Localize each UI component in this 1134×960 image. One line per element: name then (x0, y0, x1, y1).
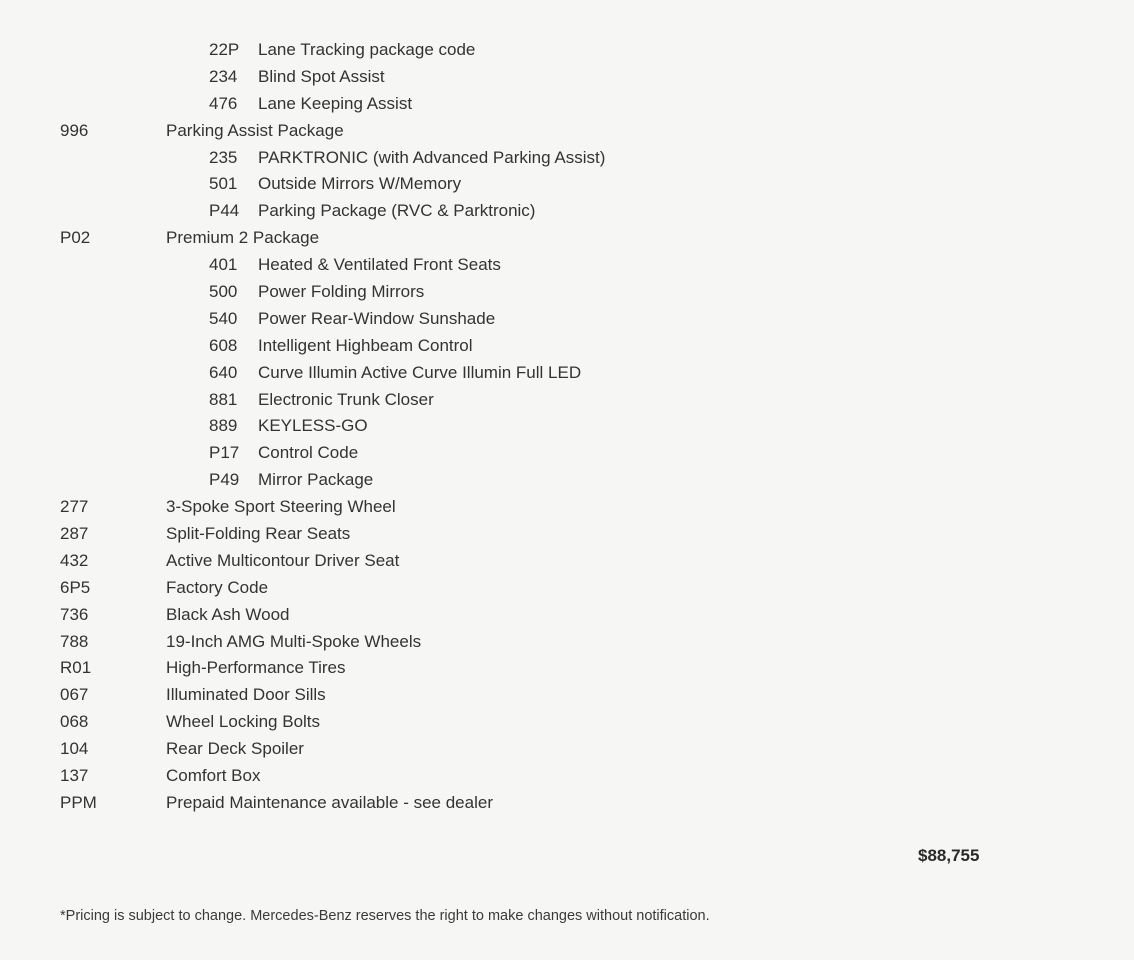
option-description: Rear Deck Spoiler (166, 739, 304, 759)
option-description: Parking Assist Package (166, 120, 344, 140)
option-description: Factory Code (166, 577, 269, 597)
option-code: 476 (209, 93, 238, 113)
option-code: P02 (60, 228, 91, 248)
option-code: 287 (60, 524, 89, 544)
option-row (0, 655, 1134, 682)
option-code: P17 (209, 443, 240, 463)
option-description: Mirror Package (258, 470, 374, 490)
option-code: PPM (60, 792, 97, 812)
option-description: Intelligent Highbeam Control (258, 335, 473, 355)
option-row (0, 709, 1134, 736)
package-sub-option-row (0, 171, 1134, 198)
option-row (0, 548, 1134, 575)
option-code: 996 (60, 120, 89, 140)
option-code: 067 (60, 685, 89, 705)
option-description: Blind Spot Assist (258, 66, 385, 86)
option-description: Electronic Trunk Closer (258, 389, 434, 409)
option-description: Prepaid Maintenance available - see dealer (166, 792, 493, 812)
option-description: Power Folding Mirrors (258, 282, 425, 302)
option-row (0, 790, 1134, 817)
option-description: High-Performance Tires (166, 658, 346, 678)
option-code: 501 (209, 174, 238, 194)
package-sub-option-row (0, 198, 1134, 225)
package-sub-option-row (0, 145, 1134, 172)
total-price: $88,755 (918, 846, 980, 865)
package-sub-option-row (0, 440, 1134, 467)
option-description: PARKTRONIC (with Advanced Parking Assist) (258, 147, 606, 167)
option-description: Black Ash Wood (166, 604, 290, 624)
option-description: KEYLESS-GO (258, 416, 368, 436)
option-description: Lane Tracking package code (258, 40, 476, 59)
option-code: 137 (60, 766, 89, 786)
option-code: 104 (60, 739, 89, 759)
option-description: Power Rear-Window Sunshade (258, 308, 496, 328)
option-row (0, 736, 1134, 763)
option-description: Heated & Ventilated Front Seats (258, 255, 501, 275)
option-description: 3-Spoke Sport Steering Wheel (166, 497, 396, 517)
option-description: Control Code (258, 443, 359, 463)
package-sub-option-row (0, 387, 1134, 414)
option-code: 235 (209, 147, 238, 167)
option-code: 788 (60, 631, 89, 651)
option-code-list (0, 37, 1134, 817)
option-code: R01 (60, 658, 92, 678)
option-description: Outside Mirrors W/Memory (258, 174, 462, 194)
option-code: P49 (209, 470, 240, 490)
package-sub-option-row (0, 91, 1134, 118)
package-sub-option-row (0, 37, 1134, 64)
option-code: 608 (209, 335, 238, 355)
pricing-disclaimer: *Pricing is subject to change. Mercedes-Benz reserves the right to make changes without notification. (60, 908, 710, 924)
package-sub-option-row (0, 306, 1134, 333)
option-code: 6P5 (60, 577, 91, 597)
option-code: 540 (209, 308, 238, 328)
option-code: 640 (209, 362, 238, 382)
option-description: Lane Keeping Assist (258, 93, 413, 113)
option-description: Wheel Locking Bolts (166, 712, 321, 732)
option-description: Active Multicontour Driver Seat (166, 550, 400, 570)
option-description: Illuminated Door Sills (166, 685, 326, 705)
option-code: 881 (209, 389, 238, 409)
option-code: 432 (60, 550, 89, 570)
option-code: 889 (209, 416, 238, 436)
option-row (0, 494, 1134, 521)
option-row (0, 629, 1134, 656)
option-description: Split-Folding Rear Seats (166, 524, 351, 544)
option-description: Curve Illumin Active Curve Illumin Full LED (258, 362, 582, 382)
package-sub-option-row (0, 333, 1134, 360)
option-code: P44 (209, 201, 240, 221)
option-code: 234 (209, 66, 238, 86)
option-code: 22P (209, 40, 240, 59)
option-code: 277 (60, 497, 89, 517)
package-sub-option-row (0, 252, 1134, 279)
option-row (0, 225, 1134, 252)
option-description: Comfort Box (166, 766, 261, 786)
option-description: 19-Inch AMG Multi-Spoke Wheels (166, 631, 422, 651)
package-sub-option-row (0, 413, 1134, 440)
option-description: Parking Package (RVC & Parktronic) (258, 201, 536, 221)
option-row (0, 521, 1134, 548)
option-row (0, 682, 1134, 709)
option-code: 736 (60, 604, 89, 624)
package-sub-option-row (0, 467, 1134, 494)
package-sub-option-row (0, 64, 1134, 91)
package-sub-option-row (0, 360, 1134, 387)
option-code: 401 (209, 255, 238, 275)
option-code: 500 (209, 282, 238, 302)
option-description: Premium 2 Package (166, 228, 320, 248)
option-row (0, 763, 1134, 790)
option-code: 068 (60, 712, 89, 732)
option-row (0, 575, 1134, 602)
option-row (0, 602, 1134, 629)
option-row (0, 118, 1134, 145)
package-sub-option-row (0, 279, 1134, 306)
